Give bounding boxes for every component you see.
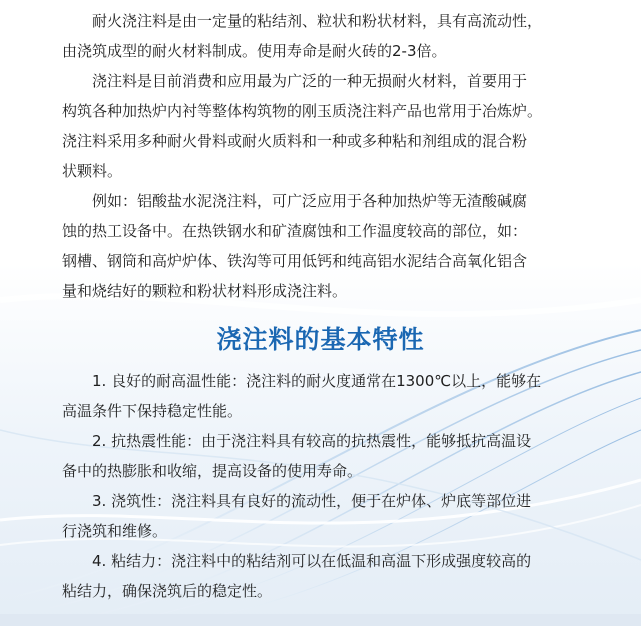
property-line: 粘结力，确保浇筑后的稳定性。 (62, 582, 273, 600)
property-line: 2. 抗热震性能：由于浇注料具有较高的抗热震性，能够抵抗高温设 (92, 432, 532, 450)
types-line: 构筑各种加热炉内衬等整体构筑物的刚玉质浇注料产品也常用于冶炼炉。 (62, 102, 543, 120)
property-item (62, 426, 588, 486)
example-line: 例如：铝酸盐水泥浇注料，可广泛应用于各种加热炉等无渣酸碱腐 (92, 192, 528, 210)
example-paragraph (62, 186, 588, 306)
example-line: 钢槽、钢筒和高炉炉体、铁沟等可用低钙和纯高铝水泥结合高氧化铝含 (62, 252, 528, 270)
intro-line: 耐火浇注料是由一定量的粘结剂、粒状和粉状材料，具有高流动性， (92, 12, 543, 30)
section-title: 浇注料的基本特性 (216, 325, 425, 354)
property-item (62, 486, 588, 546)
property-line: 3. 浇筑性：浇注料具有良好的流动性，便于在炉体、炉底等部位进 (92, 492, 532, 510)
types-paragraph (62, 66, 588, 186)
intro-paragraph (62, 6, 588, 66)
example-line: 蚀的热工设备中。在热铁钢水和矿渣腐蚀和工作温度较高的部位，如： (62, 222, 528, 240)
types-line: 浇注料是目前消费和应用最为广泛的一种无损耐火材料，首要用于 (92, 72, 528, 90)
types-line: 状颗料。 (62, 162, 123, 180)
property-line: 4. 粘结力：浇注料中的粘结剂可以在低温和高温下形成强度较高的 (92, 552, 532, 570)
example-line: 量和烧结好的颗粒和粉状材料形成浇注料。 (62, 282, 348, 300)
property-line: 行浇筑和维修。 (62, 522, 168, 540)
property-line: 1. 良好的耐高温性能：浇注料的耐火度通常在1300℃以上，能够在 (92, 372, 542, 390)
property-item (62, 366, 588, 426)
property-item (62, 546, 588, 606)
types-line: 浇注料采用多种耐火骨料或耐火质料和一种或多种粘和剂组成的混合粉 (62, 132, 528, 150)
property-line: 备中的热膨胀和收缩，提高设备的使用寿命。 (62, 462, 363, 480)
intro-line: 由浇筑成型的耐火材料制成。使用寿命是耐火砖的2-3倍。 (62, 42, 447, 60)
property-line: 高温条件下保持稳定性能。 (62, 402, 243, 420)
